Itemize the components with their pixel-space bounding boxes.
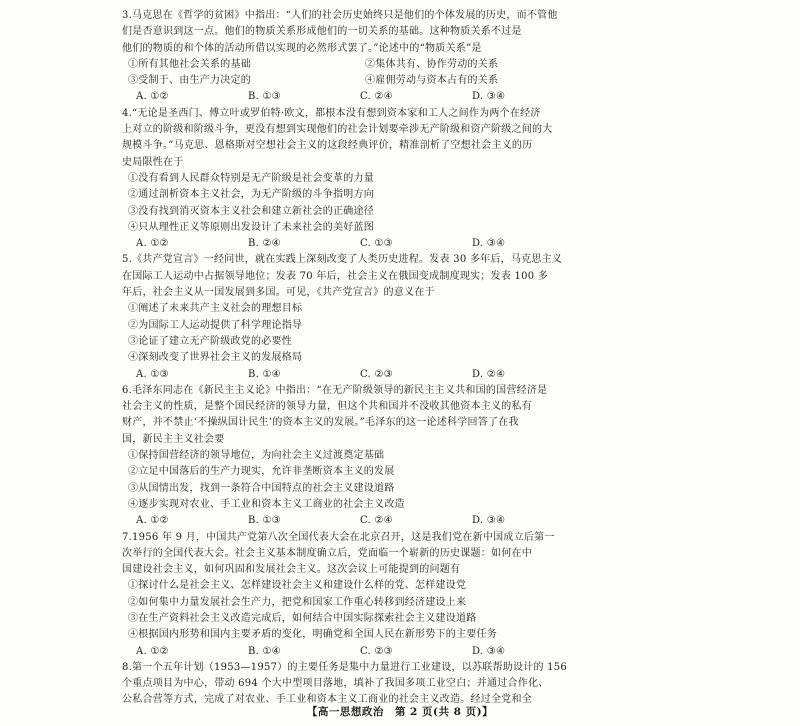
answer-choice-b: B. ①③ <box>248 91 281 103</box>
answer-choice-d: D. ③④ <box>472 645 506 657</box>
stem-line: 6.毛泽东同志在《新民主主义论》中指出：“在无产阶级领导的新民主主义共和国的国营经济是 <box>122 384 548 396</box>
option-statement: ②集体共有、协作劳动的关系 <box>365 58 499 70</box>
answer-choice-c: C. ②③ <box>360 645 393 657</box>
option-statement: ②立足中国落后的生产力现实，允许非垄断资本主义的发展 <box>128 466 395 478</box>
question-stem <box>122 530 592 579</box>
option-statement: ④雇佣劳动与资本占有的关系 <box>365 75 499 87</box>
stem-line: 年后，社会主义从一国发展到多国。可见，《共产党宣言》的意义在于 <box>122 287 435 299</box>
answer-choice-d: D. ②④ <box>472 368 506 380</box>
option-statement: ③受制于、由生产力决定的 <box>128 75 251 87</box>
answer-choice-b: B. ①③ <box>248 515 281 527</box>
question-5 <box>122 252 592 382</box>
stem-line: 次举行的全国代表大会。社会主义基本制度确立后，党面临一个崭新的历史课题：如何在中 <box>122 547 532 559</box>
stem-line: 上对立的阶级和阶级斗争，更没有想到实现他们的社会计划要牵涉无产阶级和资产阶级之间的大 <box>122 124 553 136</box>
answer-choice-a: A. ①② <box>136 91 169 103</box>
question-3 <box>122 8 592 106</box>
option-statement: ④只从理性正义等原则出发设计了未来社会的美好蓝图 <box>128 221 374 233</box>
option-statement: ①保持国营经济的领导地位，为向社会主义过渡奠定基础 <box>128 450 385 462</box>
question-8 <box>122 660 592 709</box>
answer-choice-a: A. ①② <box>136 238 169 250</box>
answer-choice-c: C. ②③ <box>360 368 393 380</box>
answer-choice-c: C. ①③ <box>360 238 393 250</box>
answer-choices <box>122 367 592 383</box>
question-stem <box>122 660 592 709</box>
question-stem <box>122 106 592 171</box>
option-statement: ④根据国内形势和国内主要矛盾的变化，明确党和全国人民在新形势下的主要任务 <box>128 629 497 641</box>
answer-choice-a: A. ①② <box>136 515 169 527</box>
stem-line: 3.马克思在《哲学的贫困》中指出：“人们的社会历史始终只是他们的个体发展的历史，而不管他 <box>122 10 558 21</box>
answer-choices <box>122 89 592 105</box>
option-statement: ③在生产资料社会主义改造完成后，如何结合中国实际探索社会主义建设道路 <box>128 612 477 624</box>
answer-choice-a: A. ①② <box>136 645 169 657</box>
question-stem <box>122 252 592 301</box>
answer-choice-d: D. ③④ <box>472 515 506 527</box>
stem-line: 国，新民主主义社会要 <box>122 433 225 445</box>
stem-line: 4.“无论是圣西门、傅立叶或罗伯特·欧文，都根本没有想到资本家和工人之间作为两个在经济 <box>122 107 541 119</box>
answer-choice-b: B. ②④ <box>248 238 281 250</box>
option-statement: ②通过剖析资本主义社会，为无产阶级的斗争指明方向 <box>128 189 374 201</box>
question-list <box>122 8 592 709</box>
answer-choice-b: B. ①④ <box>248 368 281 380</box>
option-statement: ①没有看到人民群众特别是无产阶级是社会变革的力量 <box>128 172 374 184</box>
option-statement: ③没有找到消灭资本主义社会和建立新社会的正确途径 <box>128 205 374 217</box>
answer-choice-d: D. ③④ <box>472 91 506 103</box>
question-7 <box>122 530 592 660</box>
page-footer: 【高一思想政治 第 2 页(共 8 页)】 <box>306 706 494 718</box>
option-row <box>122 73 592 89</box>
question-4 <box>122 106 592 253</box>
answer-choices <box>122 644 592 660</box>
option-statement: ③从国情出发，找到一条符合中国特点的社会主义建设道路 <box>128 482 395 494</box>
option-row <box>122 57 592 73</box>
stem-line: 财产，并不禁止‘不操纵国计民生’的资本主义的发展。”毛泽东的这一论述科学回答了在我 <box>122 417 519 429</box>
question-stem <box>122 8 592 57</box>
stem-line: 规模斗争。”马克思、恩格斯对空想社会主义的这段经典评价，精准剖析了空想社会主义的历 <box>122 140 533 152</box>
answer-choices <box>122 236 592 252</box>
stem-line: 在国际工人运动中占据领导地位；发表 70 年后，社会主义在俄国变成制度现实；发表 100 多 <box>122 270 549 282</box>
option-statement: ②如何集中力量发展社会生产力，把党和国家工作重心转移到经济建设上来 <box>128 596 467 608</box>
option-statement: ①所有其他社会关系的基础 <box>128 58 251 70</box>
answer-choice-c: C. ②④ <box>360 515 393 527</box>
stem-line: 个重点项目为中心，带动 694 个大中型项目落地，填补了我国多项工业空白；并通过合作化、 <box>122 678 549 690</box>
answer-choices <box>122 513 592 529</box>
stem-line: 他们的物质的和个体的活动所借以实现的必然形式罢了。”论述中的“物质关系”是 <box>122 42 482 54</box>
stem-line: 们是否意识到这一点。他们的物质关系形成他们的一切关系的基础。这种物质关系不过是 <box>122 26 522 38</box>
question-6 <box>122 383 592 530</box>
stem-line: 7.1956 年 9 月，中国共产党第八次全国代表大会在北京召开，这是我们党在新中国成立后第一 <box>122 531 555 543</box>
stem-line: 8.第一个五年计划（1953—1957）的主要任务是集中力量进行工业建设，以苏联帮助设计的 156 <box>122 661 567 673</box>
stem-line: 5.《共产党宣言》一经问世，就在实践上深刻改变了人类历史进程。发表 30 多年后，马克思主义 <box>122 254 563 266</box>
answer-choice-a: A. ①③ <box>136 368 169 380</box>
question-stem <box>122 383 592 448</box>
answer-choice-b: B. ①④ <box>248 645 281 657</box>
option-statement: ④深刻改变了世界社会主义的发展格局 <box>128 352 303 364</box>
stem-line: 社会主义的性质，是整个国民经济的领导力量，但这个共和国并不没收其他资本主义的私有 <box>122 401 532 413</box>
stem-line: 史局限性在于 <box>122 156 184 168</box>
option-statement: ①阐述了未来共产主义社会的理想目标 <box>128 303 303 315</box>
option-statement: ③论证了建立无产阶级政党的必要性 <box>128 335 292 347</box>
stem-line: 国建设社会主义，如何巩固和发展社会主义。这次会议上可能提到的问题有 <box>122 564 461 576</box>
option-statement: ④逐步实现对农业、手工业和资本主义工商业的社会主义改造 <box>128 498 405 510</box>
answer-choice-c: C. ②④ <box>360 91 393 103</box>
answer-choice-d: D. ③④ <box>472 238 506 250</box>
option-statement: ②为国际工人运动提供了科学理论指导 <box>128 319 303 331</box>
stem-line: 公私合营等方式，完成了对农业、手工业和资本主义工商业的社会主义改造。经过全党和全 <box>122 694 532 706</box>
option-statement: ①探讨什么是社会主义、怎样建设社会主义和建设什么样的党、怎样建设党 <box>128 580 467 592</box>
